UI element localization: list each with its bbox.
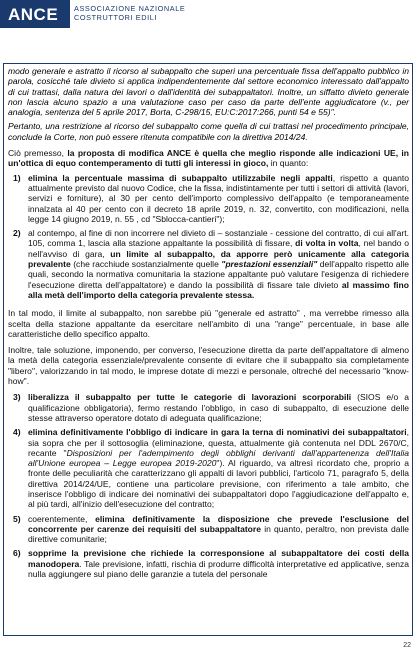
item-number: 5) — [13, 513, 21, 524]
limit-paragraph: In tal modo, il limite al subappalto, non sarebbe più "generale ed astratto" , ma verrebbe rimesso alla scelta della stazione appaltante da esercitare nell'ambito di una "range" percentuale, in base alle caratteristiche dello specifico appalto. — [8, 308, 409, 339]
association-line-1: ASSOCIAZIONE NAZIONALE — [74, 4, 186, 13]
conclusion-paragraph: Pertanto, una restrizione al ricorso del subappalto come quella di cui trattasi nel procedimento principale, conclude la Corte, non può essere ritenuta compatibile con la direttiva 2014/24. — [8, 121, 409, 142]
list-item-2: 2) al contempo, al fine di non incorrere nel divieto di – sostanziale - cessione del contratto, di cui all'art. 105, comma 1, lascia alla stazione appaltante la possibilità di fissare, di volta in volta, nel bando o nell'avviso di gara, un limite al subappalto, da apporre però unicamente alla categoria prevalente (che racchiude sostanzialmente quelle "prestazioni essenziali" dell'appalto rispetto alle quali, secondo la normativa comunitaria la stazione appaltante può valutare l'esigenza di richiedere l'esecuzione diretta dell'appaltatore) e dando la possibilità di fissare tale divieto al massimo fino alla metà dell'importo della categoria prevalente stessa. — [13, 228, 410, 300]
item-number: 2) — [13, 228, 21, 239]
page-header — [0, 0, 417, 30]
logo-text: ANCE — [8, 5, 59, 24]
list-item-1: 1) elimina la percentuale massima di subappalto utilizzabile negli appalti, rispetto a quanto attualmente previsto dal nuovo Codice, che la fissa, indistintamente per tutti i settori di attività (lavori, servizi e forniture), al 30 per cento dell'importo complessivo dell'appalto (e temporaneamente innalzata al 40 per cento con il decreto 18 aprile 2019, n. 32, convertito, con modificazioni, nella legge 14 giugno 2019, n. 55 , cd "Sblocca-cantieri"); — [13, 172, 410, 224]
page-number: 22 — [403, 642, 411, 649]
premise-paragraph: Ciò premesso, la proposta di modifica ANCE è quella che meglio risponde alle indicazioni UE, in un'ottica di equo contemperamento di tutti gli interessi in gioco, in quanto: — [8, 148, 409, 169]
moreover-paragraph: Inoltre, tale soluzione, imponendo, per converso, l'esecuzione diretta da parte dell'appaltatore di almeno la metà della categoria essenziale/prevalente consente di evitare che il subappalto sia completamente "libero", valorizzando in tal modo, le imprese dotate di mezzi e personale, oltreché del necessario "know-how". — [8, 345, 409, 387]
list-item-5: 5) coerentemente, elimina definitivamente la disposizione che prevede l'esclusione del concorrente per carenze dei requisiti del subappaltatore in quanto, peraltro, non prevista dalle direttive comunitarie; — [13, 513, 409, 545]
item-number: 3) — [13, 392, 21, 403]
ance-logo — [0, 0, 70, 28]
quote-paragraph: modo generale e astratto il ricorso al subappalto che superi una percentuale fissa dell'appalto pubblico in parola, cosicché tale divieto si applica indipendentemente dal settore economico interessato dall'appalto di cui trattasi, dalla natura dei lavori o dall'identità dei subappaltatori. Inoltre, un siffatto divieto generale non lascia alcuno spazio a una valutazione caso per caso da parte dell'ente aggiudicatore (v., per analogia, sentenza del 5 aprile 2017, Borta, C-298/15, EU:C:2017:266, punti 54 e 55)". — [8, 66, 409, 118]
list-item-6: 6) sopprime la previsione che richiede la corresponsione al subappaltatore dei costi della manodopera. Tale previsione, infatti, rischia di produrre difficoltà interpretative ed applicative, senza nulla aggiungere sul piano delle garanzie a tutela del personale — [13, 548, 409, 580]
association-line-2: COSTRUTTORI EDILI — [74, 13, 158, 22]
list-item-3: 3) liberalizza il subappalto per tutte le categorie di lavorazioni scorporabili (SIOS e/o a qualificazione obbligatoria), fermo restando l'obbligo, in caso di subappalto, di esecuzione delle stesse attraverso operatore dotato di adeguata qualificazione; — [13, 392, 409, 423]
item-number: 6) — [13, 548, 21, 559]
item-number: 4) — [13, 427, 21, 438]
document-body — [8, 66, 409, 583]
item-number: 1) — [13, 172, 21, 183]
list-item-4: 4) elimina definitivamente l'obbligo di indicare in gara la terna di nominativi dei subappaltatori, sia sopra che per il sottosoglia (eliminazione, questa, attualmente già contenuta nel DDL 2670/C, recante "Disposizioni per l'adempimento degli obblighi derivanti dall'appartenenza dell'Italia all'Unione europea – Legge europea 2019-2020"). Al riguardo, va altresì ricordato che, proprio a fronte delle peculiarità che caratterizzano gli appalti di lavori pubblici, l'articolo 71, paragrafo 5, della direttiva 2014/24/UE, contiene una particolare previsione, con riferimento a tale ambito, che inserisce l'obbligo di indicare dei nominativi dei subappaltatori dopo l'aggiudicazione dell'appalto e, al più tardi, all'inizio dell'esecuzione del contratto; — [13, 427, 409, 510]
association-name — [74, 4, 274, 22]
